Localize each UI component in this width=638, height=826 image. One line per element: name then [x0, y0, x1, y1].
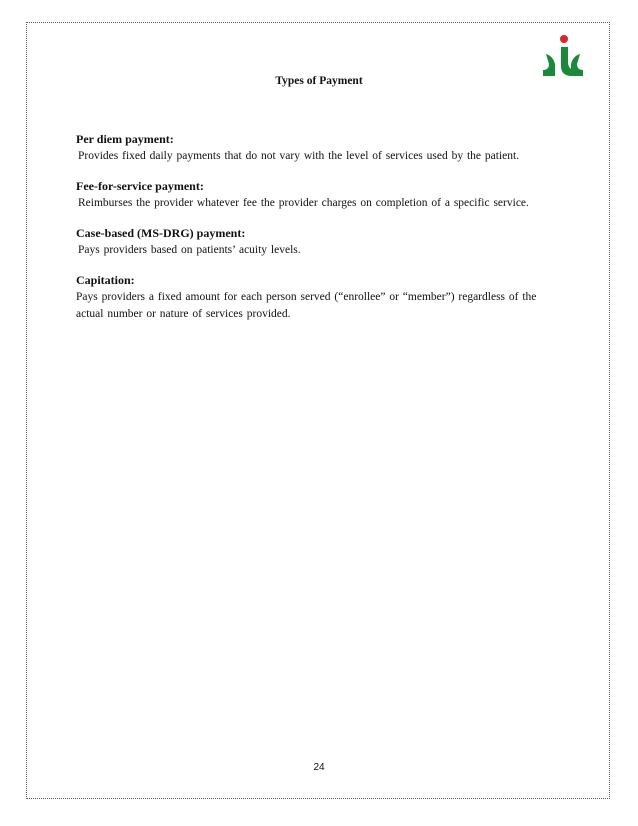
section-per-diem — [76, 131, 566, 165]
section-body: Provides fixed daily payments that do not vary with the level of services used by the patient. — [78, 150, 520, 162]
section-body: Pays providers based on patients’ acuity levels. — [78, 244, 301, 256]
section-body: Reimburses the provider whatever fee the provider charges on completion of a specific service. — [78, 197, 529, 209]
document-title: Types of Payment — [275, 75, 363, 87]
section-body: Pays providers a fixed amount for each person served (“enrollee” or “member”) regardless of the actual number or nature of services provided. — [76, 291, 537, 320]
section-heading: Per diem payment: — [76, 132, 174, 146]
section-fee-for-service — [76, 178, 566, 212]
document-content — [76, 131, 566, 336]
page-number: 24 — [313, 762, 325, 773]
section-case-based — [76, 225, 566, 259]
institution-logo-icon — [540, 34, 586, 78]
section-heading: Capitation: — [76, 273, 135, 287]
section-heading: Fee-for-service payment: — [76, 179, 204, 193]
section-capitation — [76, 272, 566, 323]
section-heading: Case-based (MS-DRG) payment: — [76, 226, 246, 240]
